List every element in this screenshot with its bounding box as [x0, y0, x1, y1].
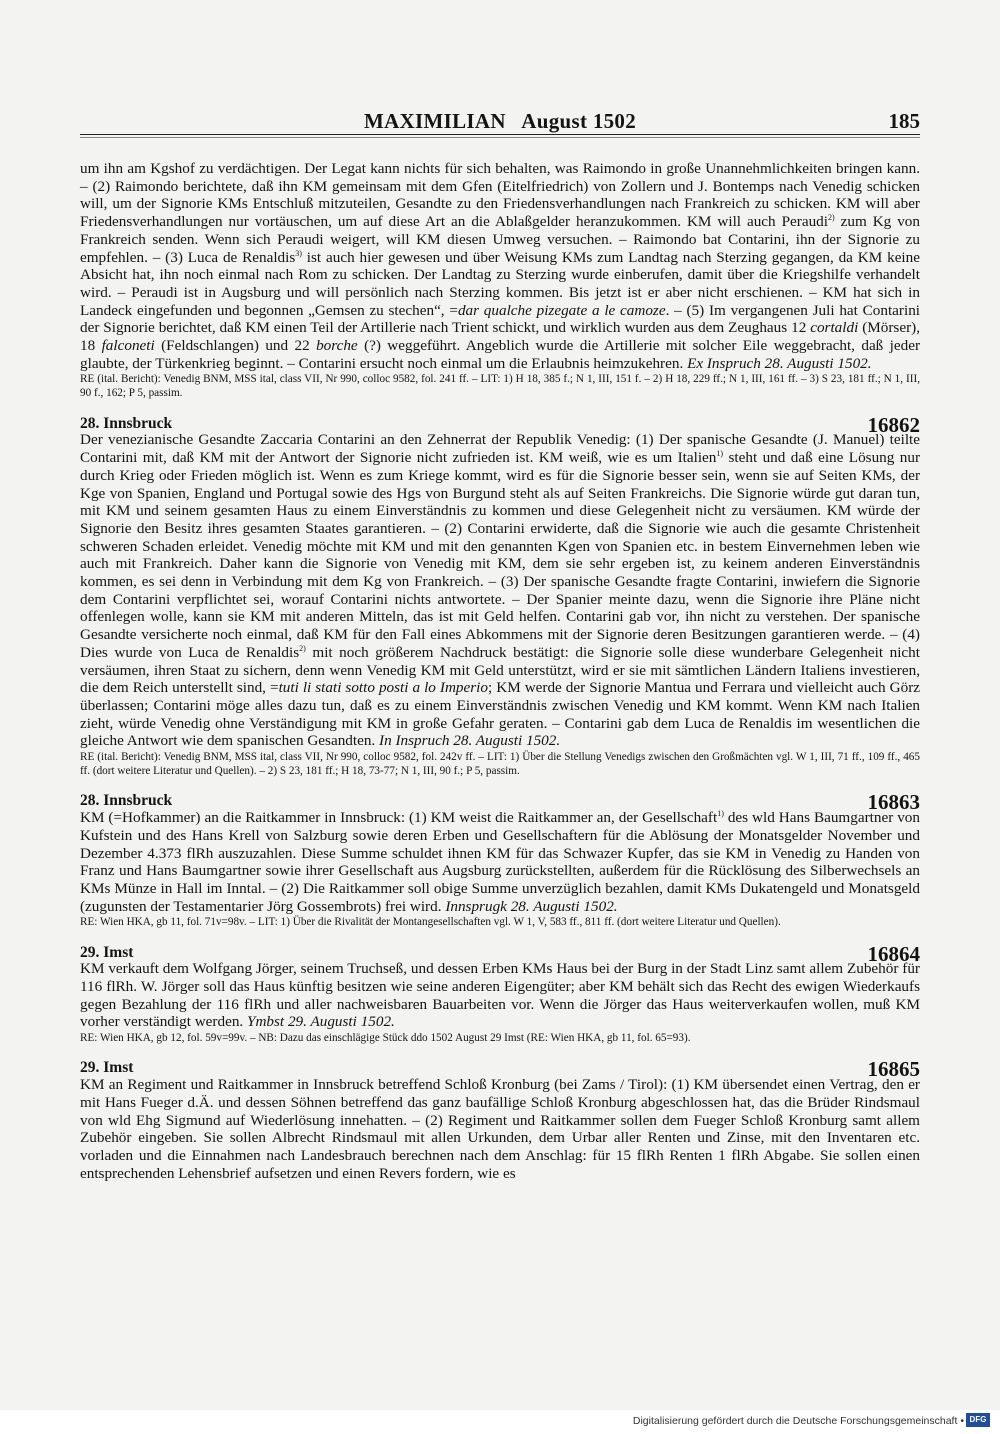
text-run: (Feldschlangen) und 22 — [154, 337, 317, 355]
continued-entry — [80, 160, 920, 400]
source-reference: RE (ital. Bericht): Venedig BNM, MSS ital, class VII, Nr 990, colloc 9582, fol. 242v ff. – LIT: 1) Über die Stellung Venedigs zwischen den Großmächten vgl. W 1, III, 71 ff., 109 ff., 465 ff. (dort weitere Literatur und Quellen). – 2) S 23, 181 ff.; H 18, 73-77; N 1, III, 90 f.; P 5, passim. — [80, 751, 920, 778]
text-run: Der venezianische Gesandte Zaccaria Contarini an den Zehnerrat der Republik Venedig: (1) Der spanische Gesandte (J. Manuel) teilte Contarini mit, daß KM mit der Antwort der Signorie nicht zufrieden ist. KM weiß, wie es um Italien — [80, 431, 920, 467]
text-run: ; KM werde der Signorie Mantua und Ferrara und vielleicht auch Görz überlassen; Contarini möge alles dazu tun, daß es zu einem Einverständnis zwischen Venedig und KM kommt. Wenn KM nach Italien zieht, würde Venedig ohne Verständigung mit KM in große Gefahr geraten. – Contarini gab dem Luca de Renaldis im wesentlichen die gleiche Antwort wie dem spanischen Gesandten. — [80, 679, 921, 750]
entry-number: 16864 — [867, 941, 920, 966]
source-reference: RE: Wien HKA, gb 11, fol. 71v=98v. – LIT: 1) Über die Rivalität der Montangesellschaften vgl. W 1, V, 583 ff., 811 ff. (dort weitere Literatur und Quellen). — [80, 916, 781, 929]
footnote-marker: 1) — [716, 449, 724, 459]
running-title: MAXIMILIAN August 1502 — [363, 109, 637, 133]
entry-text — [80, 960, 920, 1031]
entry-number: 16863 — [867, 790, 920, 815]
italic-term: cortaldi — [810, 319, 859, 337]
page-header — [80, 108, 920, 134]
text-run: KM verkauft dem Wolfgang Jörger, seinem Truchseß, und dessen Erben KMs Haus bei der Burg in der Stadt Linz samt allem Zubehör für 116 flRh. W. Jörger soll das Haus künftig besitzen wie seine anderen Eigengüter; aber KM behält sich das Recht des ewigen Wiederkaufs gegen Bezahlung der 116 flRh und aller nachweisbaren Bauarbeiten vor. Wenn die Jörger das Haus weiterverkaufen wollen, muß KM vorher verständigt werden. — [80, 960, 920, 1031]
footnote-marker: 3) — [295, 248, 302, 258]
entry-date-place: 29. Imst — [80, 1059, 134, 1077]
dating-clause: Ymbst 29. Augusti 1502. — [247, 1013, 395, 1031]
dfg-logo: DFG — [966, 1413, 990, 1427]
footnote-marker: 2) — [827, 213, 835, 223]
italic-term: falconeti — [101, 337, 155, 355]
text-run: mit noch größerem Nachdruck bestätigt: die Signorie solle diese wunderbare Gelegenheit nicht versäumen, ihren Staat zu sichern, denn wenn Venedig KM mit Geld unterstützt, wird er sie mit sämtlichen Ländern Italiens investieren, die dem Reich unterstellt sind, = — [80, 643, 920, 697]
entry-header — [80, 412, 920, 437]
italic-term: borche — [316, 337, 358, 355]
entry-number: 16862 — [867, 412, 920, 437]
page-body — [80, 160, 920, 1182]
regest-entry — [80, 1057, 920, 1182]
text-run: zum Kg von Frankreich senden. Wenn sich Peraudi weigert, will KM diesen Umweg versuchen. – Raimondo bat Contarini, ihn der Signorie zu empfehlen. – (3) Luca de Renaldis — [80, 213, 920, 266]
footnote-marker: 2) — [299, 643, 306, 653]
entry-text — [80, 431, 920, 750]
dating-clause: Innsprugk 28. Augusti 1502. — [445, 897, 618, 915]
regest-entry — [80, 790, 920, 929]
entry-text — [80, 1076, 920, 1182]
italic-quote: dar qualche pizegate a le camoze — [457, 301, 666, 319]
text-run: um ihn am Kgshof zu verdächtigen. Der Legat kann nichts für sich behalten, was Raimondo in große Unannehmlichkeiten bringen kann. – (2) Raimondo berichtete, daß ihn KM gemeinsam mit dem Gfen (Eitelfriedrich) von Zollern und J. Bontemps nach Venedig schicken will, um der Signorie KMs Entschluß mitzuteilen, Gesandte zu den Friedensverhandlungen nach Frankreich zu schicken. KM will aber Friedensverhandlungen nur vortäuschen, um auf diese Art an die Ablaßgelder heranzukommen. KM will auch Peraudi — [80, 160, 920, 231]
source-reference: RE (ital. Bericht): Venedig BNM, MSS ital, class VII, Nr 990, colloc 9582, fol. 241 ff. – LIT: 1) H 18, 385 f.; N 1, III, 151 f. – 2) H 18, 229 ff.; N 1, III, 161 ff. – 3) S 23, 181 ff.; N 1, III, 90 f., 162; P 5, passim. — [80, 373, 920, 400]
text-run: steht und daß eine Lösung nur durch Krieg oder Frieden möglich ist. Wenn es zum Kriege kommt, wird es für die Signorie besser sein, wenn sie auf Seiten KMs, der Kge von Spanien, England und Portugal sowie des Hgs von Burgund steht als auf Seiten Frankreichs. Die Signorie würde gut daran tun, mit KM und seinem gesamten Haus zu einem Einverständnis zu kommen und diese Gelegenheit nicht zu versäumen. KM würde der Signorie den Besitz ihres gesamten Staates garantieren. – (2) Contarini erwiderte, daß die Signorie wie auch die gesamte Christenheit schweren Schaden erleidet. Venedig möchte mit KM und mit den genannten Kgen von Spanien etc. in bestem Einvernehmen leben wie auch mit Frankreich. Daher kann die Signorie von Venedig mit KM, dem sie sehr ergeben ist, zu keinem anderen Einverständnis kommen, es sei denn in Verbindung mit dem Kg von Frankreich. – (3) Der spanische Gesandte fragte Contarini, inwiefern die Signorie dem Contarini verpflichtet sei, worauf Contarini nichts antwortete. – Der Spanier meinte dazu, wenn die Signorie ihre Pläne nicht offenlegen wolle, kann sie KM mit anderen Mitteln, das ist mit Geld helfen. Contarini gab vor, ihn nicht zu verstehen. Der spanische Gesandte versicherte noch einmal, daß KM für den Fall eines Abkommens mit der Signorie deren Besitzungen garantieren werde. – (4) Dies wurde von Luca de Renaldis — [80, 449, 921, 661]
text-run: KM (=Hofkammer) an die Raitkammer in Innsbruck: (1) KM weist die Raitkammer an, der Gesellschaft — [80, 809, 718, 827]
italic-quote: tuti li stati sotto posti a lo Imperio — [278, 679, 488, 697]
funding-note: Digitalisierung gefördert durch die Deutsche Forschungsgemeinschaft • — [632, 1415, 964, 1427]
dating-clause: Ex Inspruch 28. Augusti 1502. — [687, 354, 872, 372]
regest-entry — [80, 412, 920, 778]
continued-entry-text — [80, 160, 920, 372]
entry-date-place: 28. Innsbruck — [80, 792, 173, 810]
regest-entry — [80, 941, 920, 1045]
header-rule — [80, 134, 920, 135]
entry-header — [80, 790, 920, 815]
entry-text — [80, 809, 920, 915]
dating-clause: In Inspruch 28. Augusti 1502. — [379, 732, 561, 750]
header-rule-thin — [80, 137, 920, 138]
text-run: ist auch hier gewesen und über Weisung KMs zum Landtag nach Sterzing gegangen, da KM keine Absicht hat, ihn noch einmal nach Rom zu schicken. Der Landtag zu Sterzing wurde einberufen, damit über die Kriegshilfe verhandelt wird. – Peraudi ist in Augsburg und will persönlich nach Sterzing kommen. Bis jetzt ist er aber nicht erschienen. – KM hat sich in Landeck eingefunden und begonnen „Gemsen zu stechen“, = — [80, 248, 920, 319]
entry-header — [80, 941, 920, 966]
text-run: (?) weggeführt. Angeblich wurde die Artillerie mit solcher Eile weggebracht, daß jeder glaubte, der Türkenkrieg beginnt. – Contarini ersucht noch einmal um die Erlaubnis heimzukehren. — [80, 337, 921, 372]
text-run: . – (5) Im vergangenen Juli hat Contarini der Signorie berichtet, daß KM einen Teil der Artillerie nach Trient schickt, und wirklich wurden aus dem Zeughaus 12 — [80, 301, 921, 337]
entry-date-place: 29. Imst — [80, 943, 134, 961]
footnote-marker: 1) — [717, 809, 724, 819]
text-run: des wld Hans Baumgartner von Kufstein und des Hans Krell von Salzburg sowie deren Erben und Gesellschaftern für die Ablösung der Monatsgelder November und Dezember 4.373 flRh auszuzahlen. Diese Summe schuldet ihnen KM für das Schwazer Kupfer, das sie KM in Venedig zu Handen von Franz und Hans Baumgartner sowie ihrer Gesellschaft aus Augsburg zurückstellten, außerdem für die Rücklösung des Silberwechsels an KMs Münze in Hall im Inntal. – (2) Die Raitkammer soll obige Summe unverzüglich bezahlen, damit KMs Dukatengeld und Monatsgeld (zugunsten der Testamentarier Jörg Gossembrots) frei wird. — [80, 809, 920, 915]
entry-number: 16865 — [867, 1057, 920, 1082]
funding-footer — [0, 1410, 1000, 1434]
page-number: 185 — [888, 109, 920, 133]
text-run: (Mörser), 18 — [80, 319, 920, 355]
text-run: KM an Regiment und Raitkammer in Innsbruck betreffend Schloß Kronburg (bei Zams / Tirol): (1) KM übersendet einen Vertrag, den er mit Hans Fueger d.Ä. und dessen Söhnen betreffend das ganz baufällige Schloß Kronburg abgeschlossen hat, das die Brüder Rindsmaul von wld Ehg Sigmund auf Wiederlösung innehatten. – (2) Regiment und Raitkammer sollen dem Fueger Schloß Kronburg samt allem Zubehör eingeben. Sie sollen Albrecht Rindsmaul mit allen Urkunden, dem Urbar aller Renten und Zinse, mit den Inventaren etc. vorladen und die Einnahmen nach Landesbrauch berechnen nach dem Anschlag: für 15 flRh Renten 1 flRh Abgabe. Sie sollen einen entsprechenden Lehensbrief aufsetzen und einen Revers fordern, wie es — [80, 1076, 920, 1182]
entry-header — [80, 1057, 920, 1082]
entry-date-place: 28. Innsbruck — [80, 414, 173, 432]
source-reference: RE: Wien HKA, gb 12, fol. 59v=99v. – NB: Dazu das einschlägige Stück ddo 1502 August 29 Imst (RE: Wien HKA, gb 11, fol. 65=93). — [80, 1032, 691, 1045]
